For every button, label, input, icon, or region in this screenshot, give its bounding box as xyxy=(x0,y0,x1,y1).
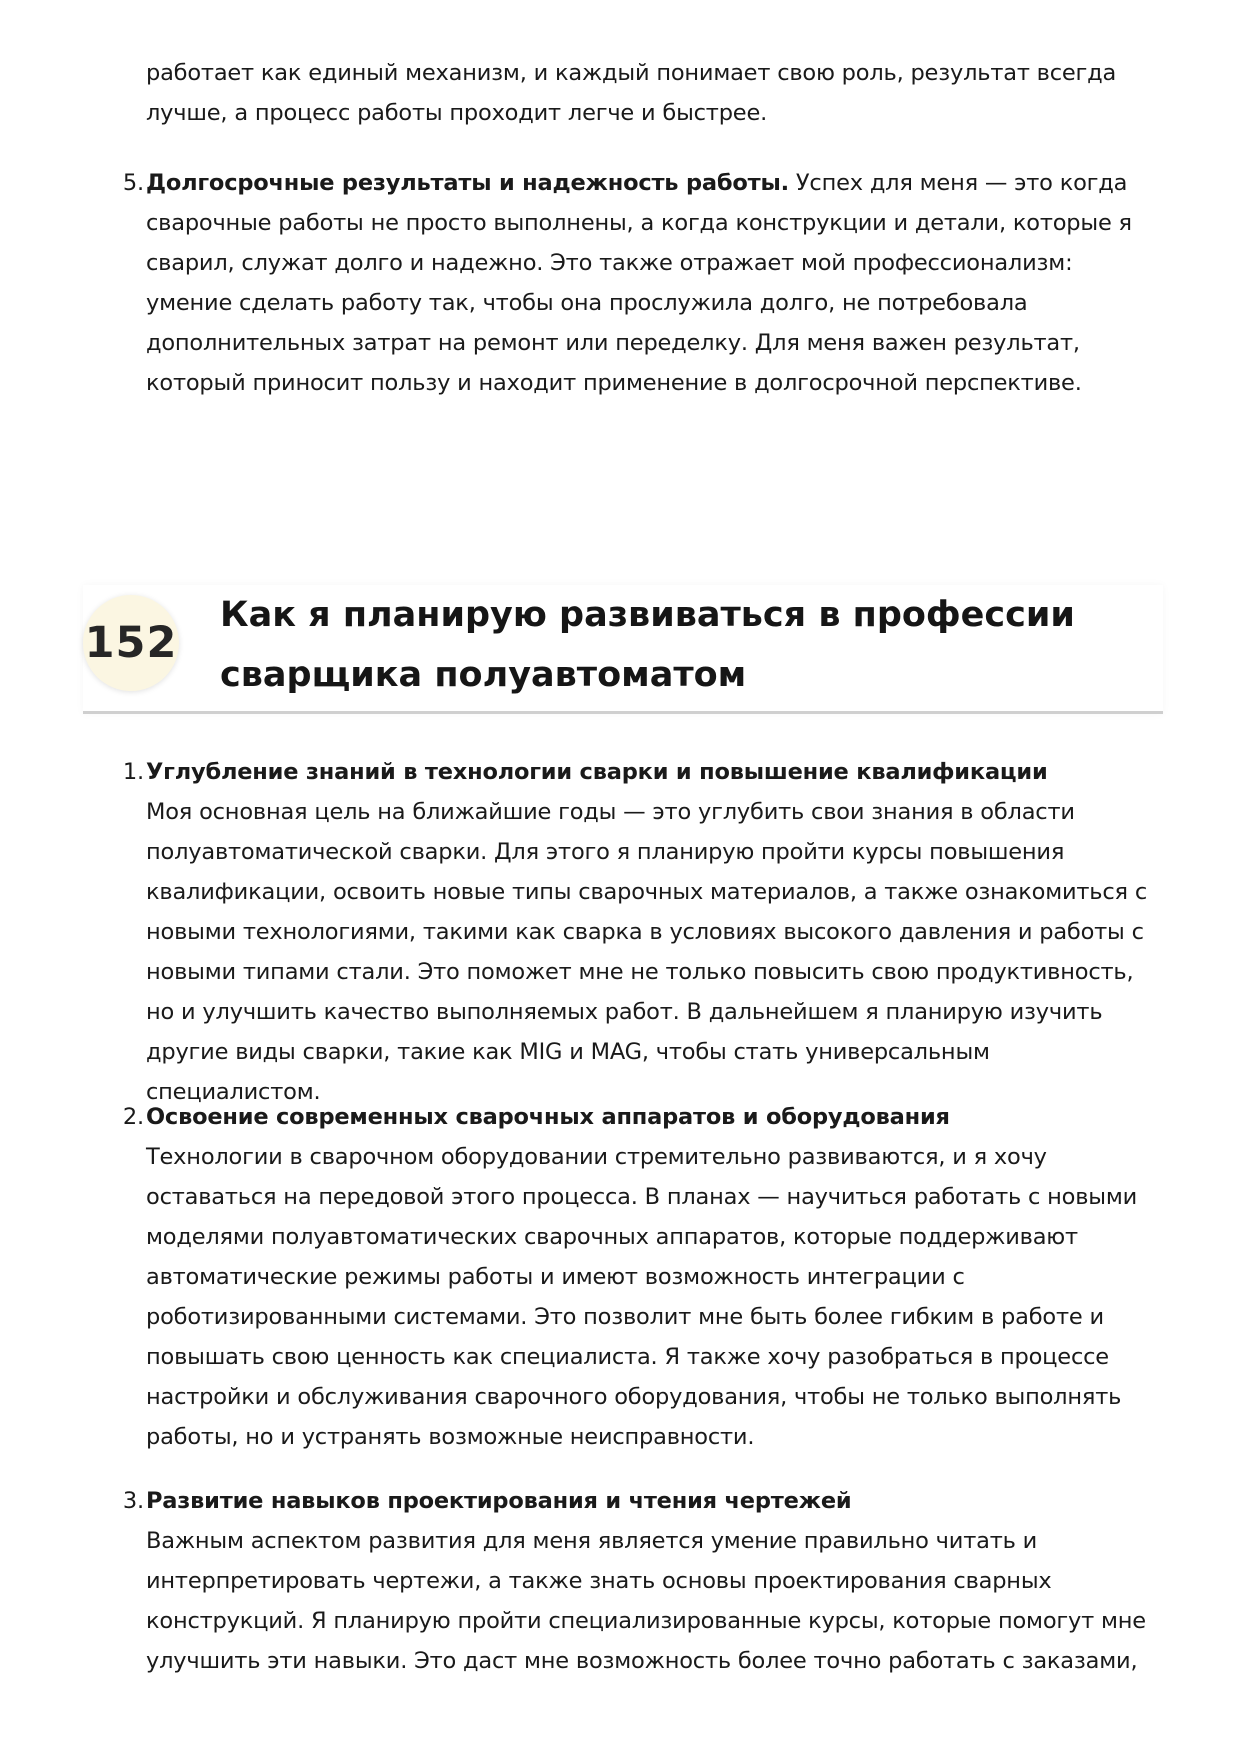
list-item-2 xyxy=(122,1097,1156,1457)
list-item-number: 3. xyxy=(122,1488,144,1514)
continuation-text: работает как единый механизм, и каждый понимает свою роль, результат всегда лучше, а процесс работы проходит легче и быстрее. xyxy=(146,60,1117,126)
section-header xyxy=(83,585,1163,714)
list-item-number: 5. xyxy=(122,170,144,196)
list-item-text: Технологии в сварочном оборудовании стремительно развиваются, и я хочу оставаться на передовой этого процесса. В планах — научиться работать с новыми моделями полуавтоматических сварочных аппаратов, которые поддерживают автоматические режимы работы и имеют возможность интеграции с роботизированными системами. Это позволит мне быть более гибким в работе и повышать свою ценность как специалиста. Я также хочу разобраться в процессе настройки и обслуживания сварочного оборудования, чтобы не только выполнять работы, но и устранять возможные неисправности. xyxy=(146,1144,1138,1450)
list-item-title: Долгосрочные результаты и надежность работы. xyxy=(146,170,789,196)
section-title: Как я планирую развиваться в профессии сварщика полуавтоматом xyxy=(220,595,1075,695)
list-item-number: 1. xyxy=(122,759,144,785)
list-item-number: 2. xyxy=(122,1104,144,1130)
section-number-badge: 152 xyxy=(83,595,179,691)
list-item-5 xyxy=(122,163,1156,403)
list-item-text: Моя основная цель на ближайшие годы — это углубить свои знания в области полуавтоматической сварки. Для этого я планирую пройти курсы повышения квалификации, освоить новые типы сварочных материалов, а также ознакомиться с новыми технологиями, такими как сварка в условиях высокого давления и работы с новыми типами стали. Это поможет мне не только повысить свою продуктивность, но и улучшить качество выполняемых работ. В дальнейшем я планирую изучить другие виды сварки, такие как MIG и MAG, чтобы стать универсальным специалистом. xyxy=(146,799,1147,1105)
continuation-paragraph xyxy=(146,53,1156,133)
list-item-title: Углубление знаний в технологии сварки и повышение квалификации xyxy=(146,759,1048,785)
list-item-text: Успех для меня — это когда сварочные работы не просто выполнены, а когда конструкции и детали, которые я сварил, служат долго и надежно. Это также отражает мой профессионализм: умение сделать работу так, чтобы она прослужила долго, не потребовала дополнительных затрат на ремонт или переделку. Для меня важен результат, который приносит пользу и находит применение в долгосрочной перспективе. xyxy=(146,170,1132,396)
list-item-3 xyxy=(122,1481,1156,1681)
list-item-title: Освоение современных сварочных аппаратов и оборудования xyxy=(146,1104,950,1130)
list-item-1 xyxy=(122,752,1156,1112)
list-item-title: Развитие навыков проектирования и чтения чертежей xyxy=(146,1488,852,1514)
list-item-text: Важным аспектом развития для меня является умение правильно читать и интерпретировать чертежи, а также знать основы проектирования сварных конструкций. Я планирую пройти специализированные курсы, которые помогут мне улучшить эти навыки. Это даст мне возможность более точно работать с заказами, xyxy=(146,1528,1146,1674)
